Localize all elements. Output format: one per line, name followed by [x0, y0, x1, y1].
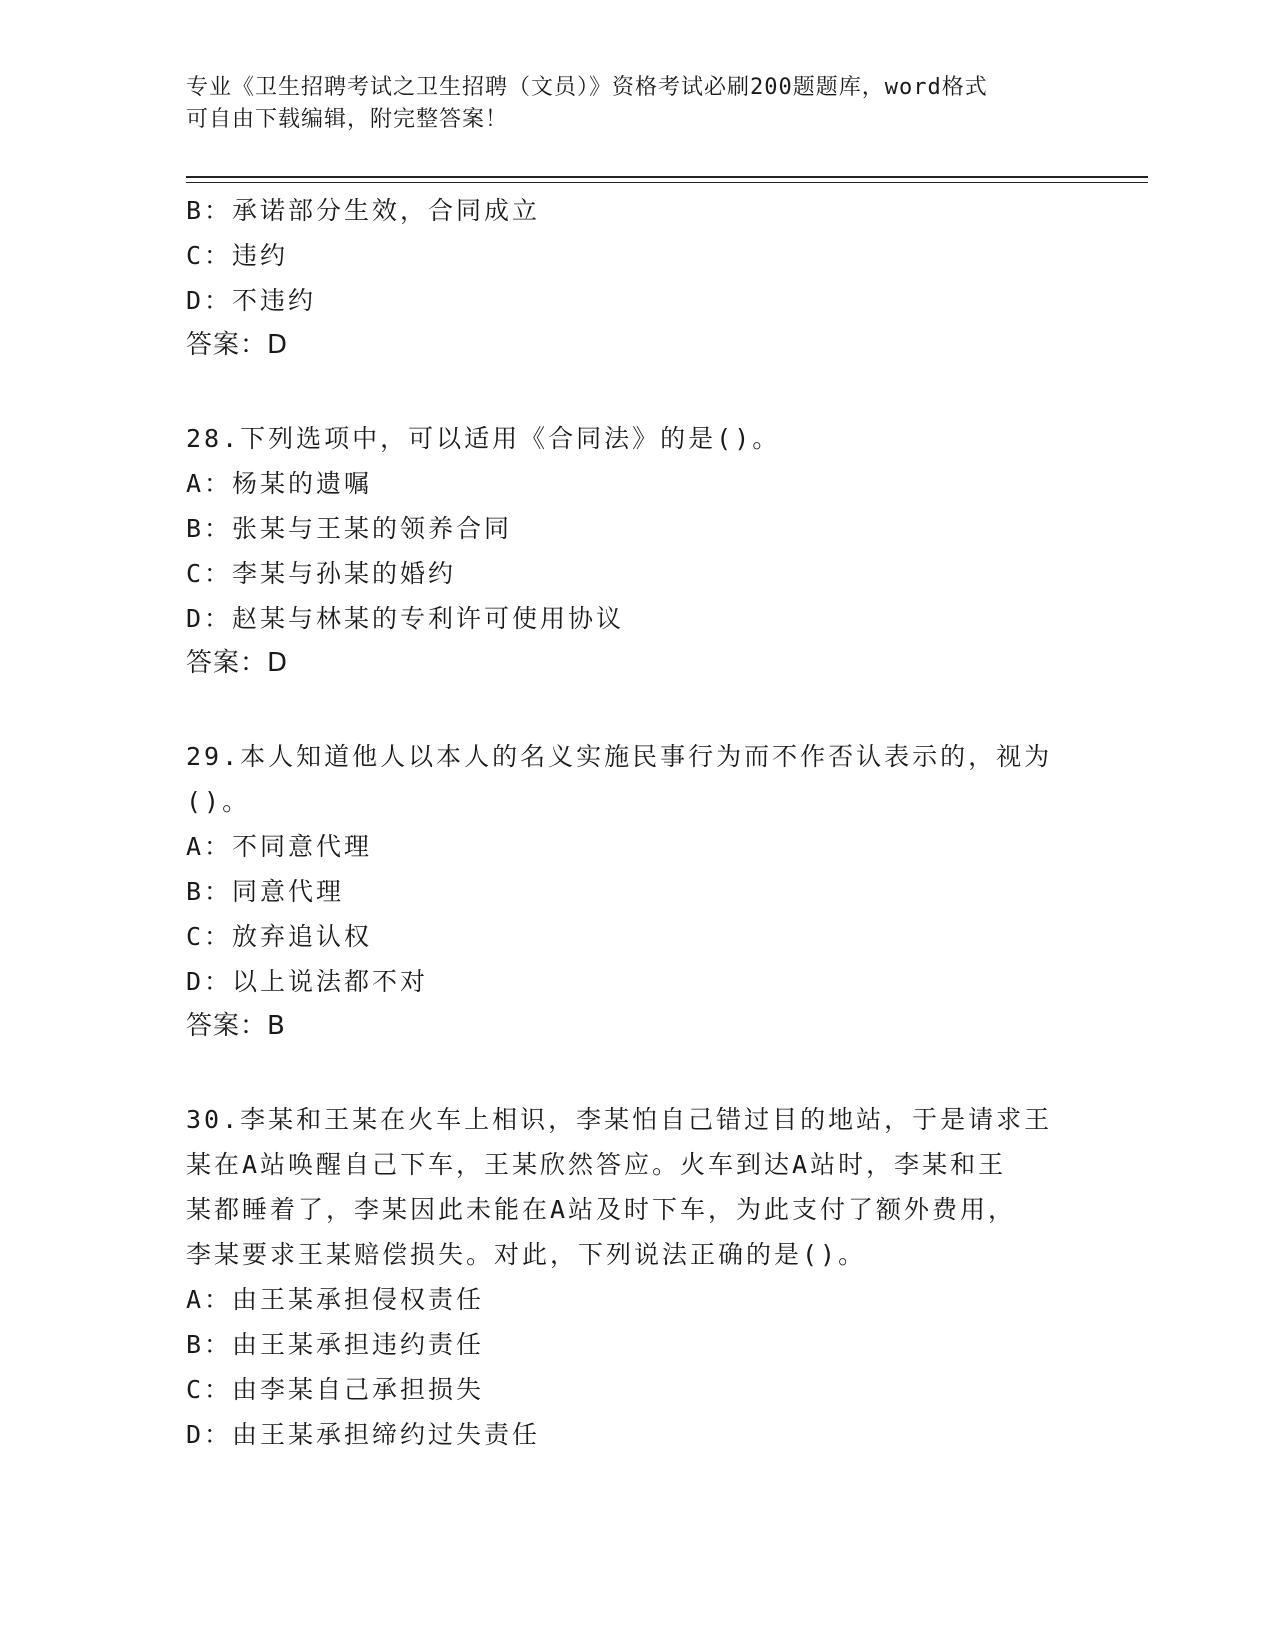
- question-text-line-1: 30.李某和王某在火车上相识，李某怕自己错过目的地站，于是请求王: [186, 1105, 1053, 1134]
- option-d: D：赵某与林某的专利许可使用协议: [186, 604, 625, 633]
- option-d: D：由王某承担缔约过失责任: [186, 1420, 541, 1449]
- option-d: D：不违约: [186, 286, 317, 315]
- document-header: [186, 72, 1066, 136]
- header-line-1: 专业《卫生招聘考试之卫生招聘（文员）》资格考试必刷200题题库，word格式: [186, 75, 988, 100]
- spacer: [186, 368, 1086, 416]
- answer-line: 答案：D: [186, 330, 289, 360]
- header-rule-thick: [186, 176, 1148, 178]
- option-c: C：李某与孙某的婚约: [186, 559, 457, 588]
- question-27-block: [186, 188, 1086, 368]
- option-d: D：以上说法都不对: [186, 967, 429, 996]
- option-a: A：不同意代理: [186, 832, 373, 861]
- spacer: [186, 1049, 1086, 1097]
- option-b: B：同意代理: [186, 877, 345, 906]
- option-a: A：由王某承担侵权责任: [186, 1285, 485, 1314]
- question-text-line-2: 某在A站唤醒自己下车，王某欣然答应。火车到达A站时，李某和王: [186, 1150, 1007, 1179]
- question-30-block: [186, 1097, 1086, 1457]
- header-rule-thin: [186, 182, 1148, 183]
- question-text-line-2: ()。: [186, 787, 251, 816]
- question-text-line-1: 29.本人知道他人以本人的名义实施民事行为而不作否认表示的，视为: [186, 742, 1053, 771]
- answer-line: 答案：D: [186, 648, 289, 678]
- header-line-2: 可自由下载编辑，附完整答案！: [186, 107, 509, 132]
- option-b: B：承诺部分生效，合同成立: [186, 196, 541, 225]
- option-c: C：违约: [186, 241, 289, 270]
- question-text-line-4: 李某要求王某赔偿损失。对此，下列说法正确的是()。: [186, 1240, 867, 1269]
- question-29-block: [186, 734, 1086, 1049]
- option-c: C：放弃追认权: [186, 922, 373, 951]
- option-a: A：杨某的遗嘱: [186, 469, 373, 498]
- option-c: C：由李某自己承担损失: [186, 1375, 485, 1404]
- answer-line: 答案：B: [186, 1011, 286, 1041]
- option-b: B：由王某承担违约责任: [186, 1330, 485, 1359]
- question-text-line-3: 某都睡着了，李某因此未能在A站及时下车，为此支付了额外费用，: [186, 1195, 1017, 1224]
- question-list: [186, 188, 1086, 1457]
- question-28-block: [186, 416, 1086, 686]
- option-b: B：张某与王某的领养合同: [186, 514, 513, 543]
- spacer: [186, 686, 1086, 734]
- question-text: 28.下列选项中，可以适用《合同法》的是()。: [186, 424, 781, 453]
